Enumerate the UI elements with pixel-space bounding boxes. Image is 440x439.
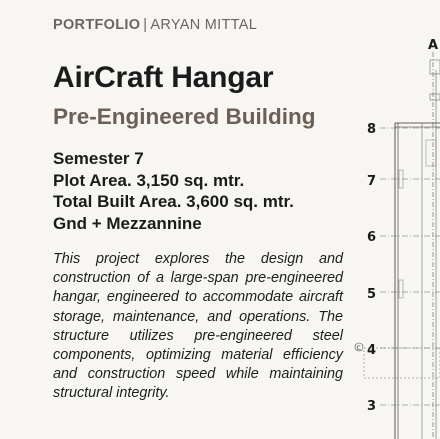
floor-plan-svg	[350, 30, 440, 439]
grid-label-6: 6	[367, 230, 377, 245]
grid-label-3: 3	[367, 399, 377, 414]
floor-plan-drawing	[350, 30, 440, 439]
spec-floors: Gnd + Mezzannine	[53, 213, 202, 233]
header-separator: |	[143, 17, 148, 33]
grid-label-5: 5	[367, 287, 377, 302]
grid-label-4: 4	[367, 343, 377, 358]
grid-label-8: 8	[367, 122, 377, 137]
row-grid	[380, 128, 440, 405]
top-detail-2	[430, 94, 440, 100]
author-name: ARYAN MITTAL	[150, 17, 258, 33]
portfolio-header	[53, 17, 257, 33]
spec-plot-area: Plot Area. 3,150 sq. mtr.	[53, 170, 245, 190]
grid-label-a: A	[428, 38, 439, 53]
spec-built-area: Total Built Area. 3,600 sq. mtr.	[53, 192, 294, 211]
grid-label-7: 7	[367, 174, 377, 189]
interior-detail-1	[426, 140, 436, 166]
project-subtitle: Pre-Engineered Building	[53, 104, 316, 129]
project-description: This project explores the design and construction of a large-span pre-engineered hangar, engineered to accommodate aircraft storage, maintenance, and operations. The structure utilizes pre-engineered steel components, optimizing material efficiency and construction speed while maintaining structural integrity.	[53, 251, 343, 402]
project-specs	[53, 148, 294, 234]
project-title: AirCraft Hangar	[53, 61, 274, 94]
wall-detail-2	[399, 280, 403, 298]
spec-semester: Semester 7	[53, 149, 144, 168]
section-marker-label: C	[356, 345, 361, 352]
portfolio-label: PORTFOLIO	[53, 17, 141, 33]
top-detail-1	[430, 60, 440, 74]
